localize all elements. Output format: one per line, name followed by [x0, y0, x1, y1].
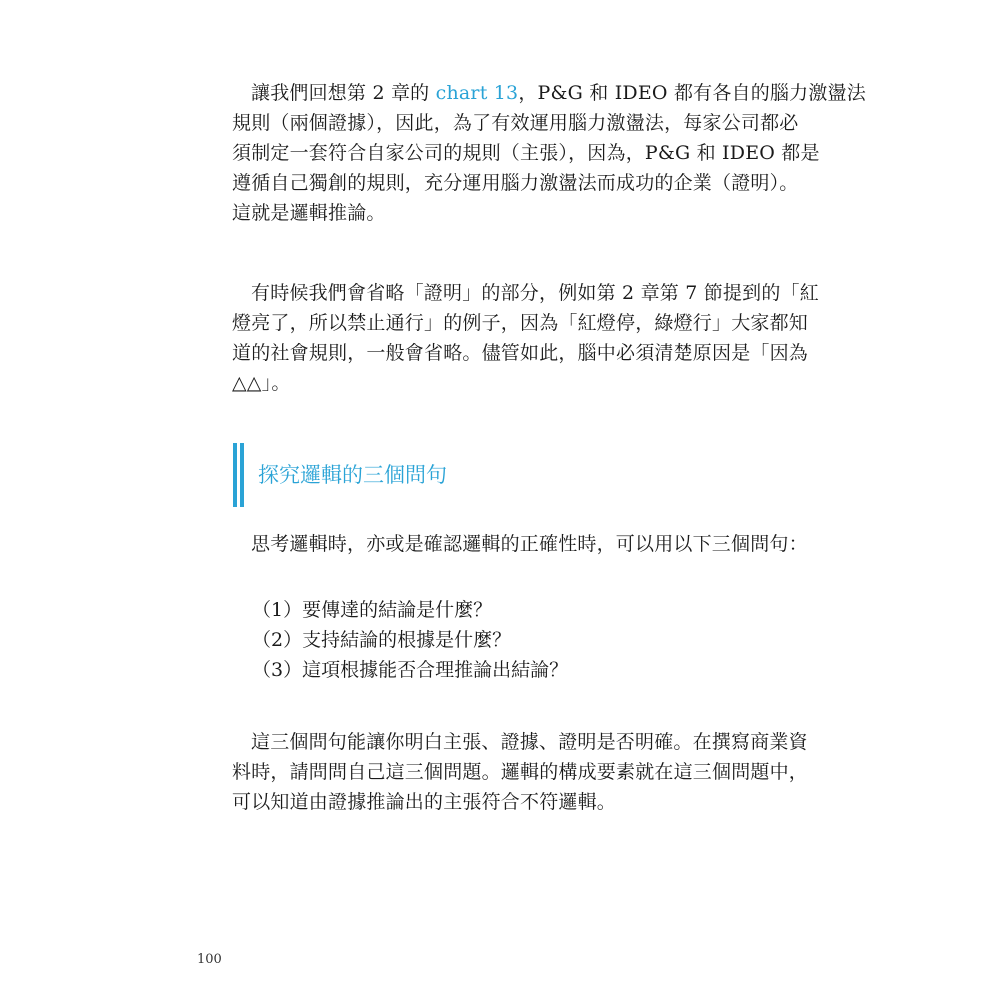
text-line: 料時，請問問自己這三個問題。邏輯的構成要素就在這三個問題中，	[232, 761, 809, 783]
text-line	[232, 78, 866, 108]
text-line: 有時候我們會省略「證明」的部分，例如第 2 章第 7 節提到的「紅	[251, 282, 819, 304]
text-line: 這就是邏輯推論。	[232, 202, 386, 224]
text-line: △△」。	[232, 372, 291, 394]
text-line: 思考邏輯時，亦或是確認邏輯的正確性時，可以用以下三個問句：	[251, 533, 808, 555]
text-line: 須制定一套符合自家公司的規則（主張），因為，P&G 和 IDEO 都是	[232, 142, 820, 164]
page-number: 100	[197, 952, 222, 967]
heading-accent-bar	[240, 443, 244, 507]
paragraph-omit-proof	[232, 278, 819, 398]
text-segment: ，P&G 和 IDEO 都有各自的腦力激盪法	[518, 82, 866, 104]
list-item: （3）這項根據能否合理推論出結論？	[252, 659, 569, 681]
list-item: （2）支持結論的根據是什麼？	[252, 629, 512, 651]
text-line: 規則（兩個證據），因此，為了有效運用腦力激盪法，每家公司都必	[232, 112, 799, 134]
text-line: 這三個問句能讓你明白主張、證據、證明是否明確。在撰寫商業資	[251, 731, 808, 753]
question-list	[252, 595, 568, 685]
section-heading	[233, 443, 773, 507]
text-line: 道的社會規則，一般會省略。儘管如此，腦中必須清楚原因是「因為	[232, 342, 809, 364]
text-line: 燈亮了，所以禁止通行」的例子，因為「紅燈停，綠燈行」大家都知	[232, 312, 809, 334]
paragraph-conclusion	[232, 727, 809, 817]
text-line: 可以知道由證據推論出的主張符合不符邏輯。	[232, 791, 617, 813]
list-item: （1）要傳達的結論是什麼？	[252, 599, 493, 621]
chart-reference-link[interactable]: chart 13	[435, 82, 519, 104]
heading-accent-bar	[233, 443, 237, 507]
text-segment: 讓我們回想第 2 章的	[251, 82, 436, 104]
paragraph-logic-example	[232, 78, 866, 228]
section-title: 探究邏輯的三個問句	[258, 463, 447, 487]
paragraph-intro-questions	[232, 529, 808, 559]
text-line: 遵循自己獨創的規則，充分運用腦力激盪法而成功的企業（證明）。	[232, 172, 799, 194]
